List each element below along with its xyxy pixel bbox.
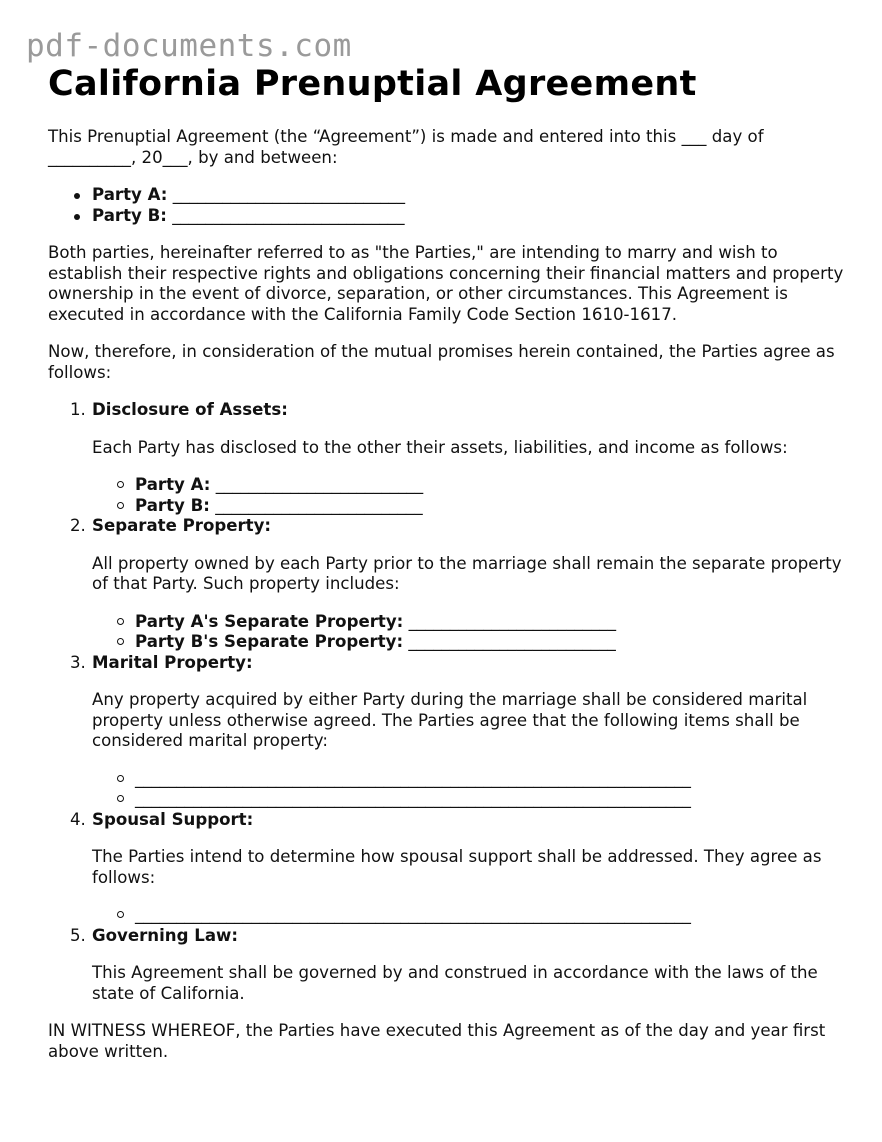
recital-paragraph: Both parties, hereinafter referred to as "the Parties," are intending to marry and wish to establish their respective rights and obligations concerning their financial matters and property ownership in the event of divorce, separation, or other circumstances. This Agreement is executed in accordance with the California Family Code Section 1610-1617. <box>48 243 844 324</box>
section-text: Each Party has disclosed to the other their assets, liabilities, and income as follows: <box>92 437 788 457</box>
list-item <box>135 632 848 653</box>
section-governing-law <box>70 925 848 1005</box>
item-blank[interactable]: _________________________ <box>215 495 423 515</box>
section-number: 4. <box>70 809 86 829</box>
item-blank[interactable]: _________________________ <box>408 611 616 631</box>
section-title: Marital Property: <box>92 652 253 672</box>
party-a-line <box>92 185 848 206</box>
intro-paragraph: This Prenuptial Agreement (the “Agreement”) is made and entered into this ___ day of __________, 20___, by and between: <box>48 127 764 167</box>
item-label: Party B: <box>135 495 210 515</box>
page-title: California Prenuptial Agreement <box>48 64 697 104</box>
section-text: Any property acquired by either Party during the marriage shall be considered marital property unless otherwise agreed. The Parties agree that the following items shall be considered marital property: <box>92 690 808 750</box>
section-disclosure <box>70 400 848 516</box>
section-heading <box>70 652 848 674</box>
section-title: Disclosure of Assets: <box>92 400 288 419</box>
section-items <box>92 612 848 653</box>
section-number: 3. <box>70 652 86 672</box>
section-heading <box>70 925 848 947</box>
document-body <box>48 62 848 1062</box>
watermark: pdf-documents.com <box>26 28 352 64</box>
section-number: 1. <box>70 400 86 419</box>
sections-list <box>48 400 848 1004</box>
party-a-blank[interactable]: ____________________________ <box>172 185 406 204</box>
section-marital-property <box>70 652 848 810</box>
party-b-label: Party B: <box>92 205 167 225</box>
list-item <box>135 789 848 810</box>
item-blank[interactable]: ___________________________________________________________________ <box>135 905 691 924</box>
section-items <box>92 769 848 810</box>
list-item <box>135 905 848 926</box>
section-title: Separate Property: <box>92 516 272 535</box>
section-spousal-support <box>70 809 848 926</box>
section-heading <box>70 809 848 831</box>
parties-list <box>48 185 848 226</box>
item-blank[interactable]: _________________________ <box>215 475 424 494</box>
section-number: 5. <box>70 925 86 945</box>
list-item <box>135 769 848 790</box>
section-title: Governing Law: <box>92 925 238 945</box>
section-heading <box>70 516 848 537</box>
section-items <box>92 905 848 926</box>
item-label: Party B's Separate Property: <box>135 632 404 651</box>
closing-paragraph: IN WITNESS WHEREOF, the Parties have executed this Agreement as of the day and year first above written. <box>48 1021 826 1061</box>
party-b-blank[interactable]: ____________________________ <box>172 205 405 225</box>
section-items <box>92 475 848 516</box>
list-item <box>135 475 848 496</box>
section-separate-property <box>70 516 848 653</box>
list-item <box>135 496 848 517</box>
section-text: The Parties intend to determine how spousal support shall be addressed. They agree as follows: <box>92 847 822 887</box>
item-blank[interactable]: ___________________________________________________________________ <box>135 789 691 808</box>
list-item <box>135 612 848 633</box>
section-number: 2. <box>70 516 86 535</box>
item-blank[interactable]: _________________________ <box>408 632 616 651</box>
item-label: Party A's Separate Property: <box>135 611 404 631</box>
party-b-line <box>92 206 848 227</box>
consideration-paragraph: Now, therefore, in consideration of the mutual promises herein contained, the Parties agree as follows: <box>48 342 835 382</box>
item-label: Party A: <box>135 475 211 494</box>
section-text: All property owned by each Party prior to the marriage shall remain the separate property of that Party. Such property includes: <box>92 553 842 593</box>
item-blank[interactable]: ___________________________________________________________________ <box>135 768 691 788</box>
section-title: Spousal Support: <box>92 809 254 829</box>
section-heading <box>70 400 848 421</box>
party-a-label: Party A: <box>92 185 168 204</box>
section-text: This Agreement shall be governed by and construed in accordance with the laws of the state of California. <box>92 963 818 1003</box>
